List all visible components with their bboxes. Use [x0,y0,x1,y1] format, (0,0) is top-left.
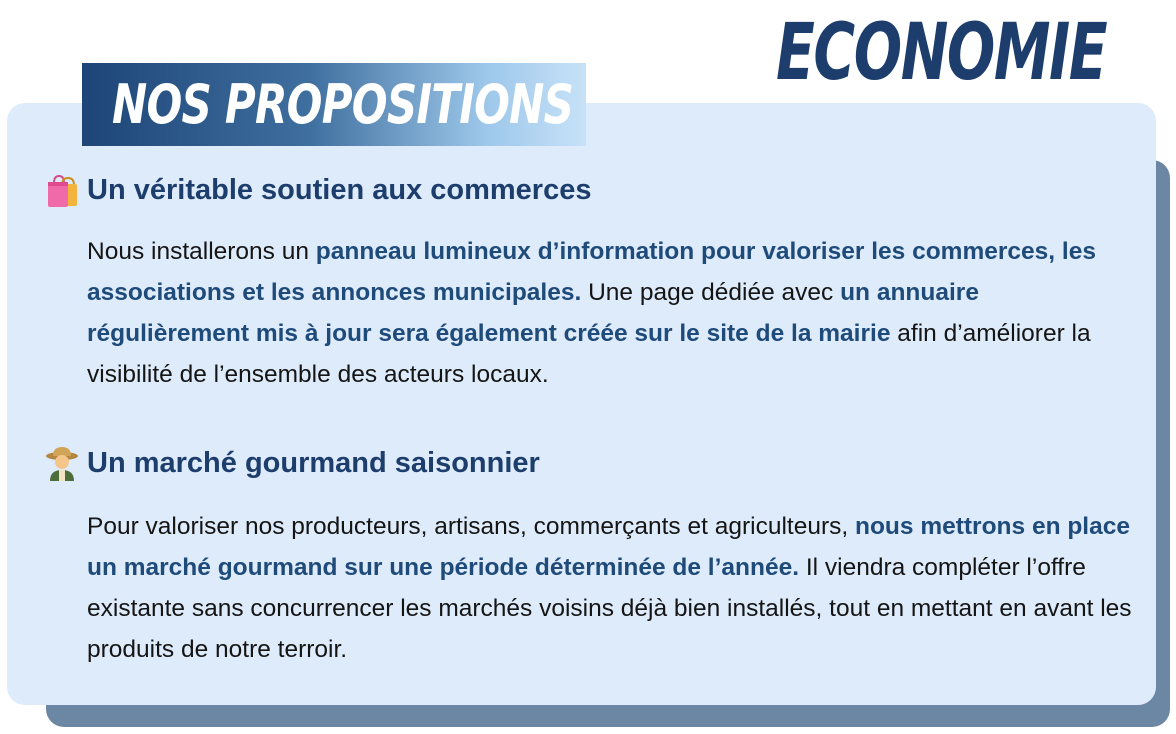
section-body-commerces: Nous installerons un panneau lumineux d’information pour valoriser les commerces, les associations et les annonces municipales. Une page dédiée avec un annuaire régulièrement mis à jour sera également créée sur le site de la mairie afin d’améliorer la visibilité de l’ensemble des acteurs locaux. [87,238,1096,388]
section-title-marche: Un marché gourmand saisonnier [87,446,540,479]
section-heading-marche [45,446,540,480]
section-title-commerces: Un véritable soutien aux commerces [87,173,592,206]
banner-label: NOS PROPOSITIONS [112,72,574,136]
page-title: ECONOMIE [776,8,1107,98]
farmer-icon [45,446,79,480]
section-body-marche: Pour valoriser nos producteurs, artisans, commerçants et agriculteurs, nous mettrons en place un marché gourmand sur une période déterminée de l’année. Il viendra compléter l’offre existante sans concurrencer les marchés voisins déjà bien installés, tout en mettant en avant les produits de notre terroir. [87,513,1132,663]
shopping-bags-icon [45,173,79,207]
section-heading-commerces [45,173,591,207]
propositions-banner [82,63,586,146]
